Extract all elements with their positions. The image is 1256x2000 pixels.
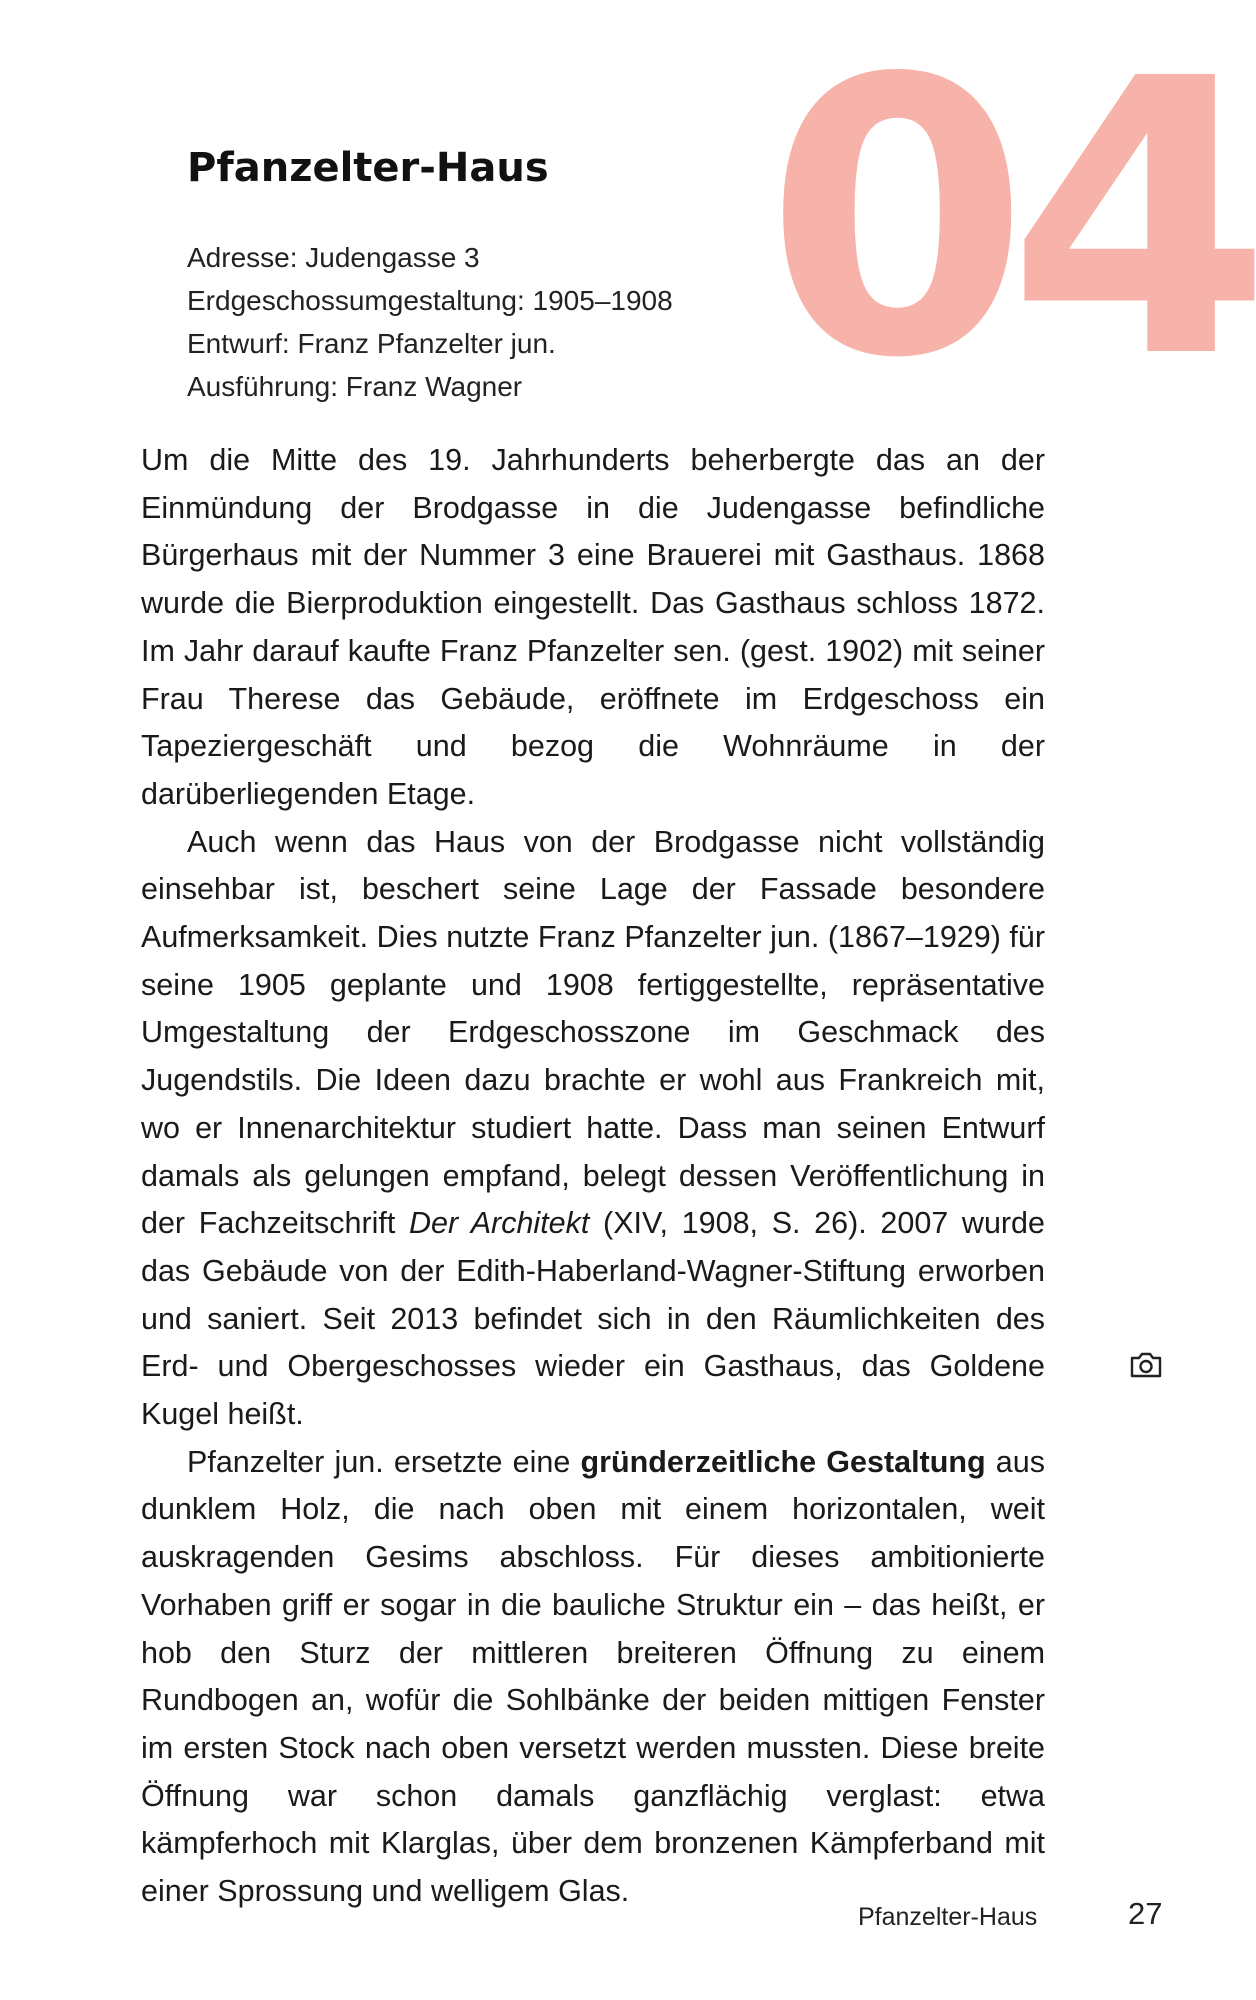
- paragraph-2: [141, 819, 1045, 1439]
- highlighted-term: gründerzeitliche Gestaltung: [580, 1444, 986, 1479]
- remodeling-date-line: Erdgeschossumgestaltung: 1905–1908: [187, 285, 673, 316]
- execution-line: Ausführung: Franz Wagner: [187, 371, 523, 402]
- camera-icon[interactable]: [1129, 1351, 1163, 1379]
- chapter-number: 04: [765, 0, 1250, 441]
- address-line: Adresse: Judengasse 3: [187, 242, 480, 273]
- paragraph-3: [141, 1439, 1045, 1916]
- running-title: Pfanzelter-Haus: [858, 1903, 1038, 1931]
- design-line: Entwurf: Franz Pfanzelter jun.: [187, 328, 556, 359]
- body-text: [141, 437, 1045, 1916]
- paragraph-3-text-a: Pfanzelter jun. ersetzte eine: [187, 1444, 581, 1479]
- paragraph-3-text-b: aus dunklem Holz, die nach oben mit einem horizontalen, weit auskragenden Gesims abschloss. Für dieses ambitionierte Vorhaben griff er sogar in die bauliche Struktur ein – das heißt, er hob den Sturz der mittleren breiteren Öffnung zu einem Rundbogen an, wofür die Sohlbänke der beiden mittigen Fenster im ersten Stock nach oben versetzt werden mussten. Diese breite Öffnung war schon damals ganzflächig verglast: etwa kämpferhoch mit Klarglas, über dem bronzenen Kämpferband mit einer Sprossung und welligem Glas.: [141, 1444, 1045, 1909]
- paragraph-1: Um die Mitte des 19. Jahrhunderts beherbergte das an der Einmündung der Brodgasse in die Judengasse befindliche Bürgerhaus mit der Nummer 3 eine Brauerei mit Gasthaus. 1868 wurde die Bierproduktion eingestellt. Das Gasthaus schloss 1872. Im Jahr darauf kaufte Franz Pfanzelter sen. (gest. 1902) mit seiner Frau Therese das Gebäude, eröffnete im Erdgeschoss ein Tapeziergeschäft und bezog die Wohnräume in der darüberliegenden Etage.: [141, 443, 1045, 811]
- page-title: Pfanzelter-Haus: [187, 145, 549, 191]
- page-number: 27: [1128, 1896, 1163, 1931]
- paragraph-2-text-a: Auch wenn das Haus von der Brodgasse nicht vollständig einsehbar ist, beschert seine Lage der Fassade besondere Aufmerksamkeit. Dies nutzte Franz Pfanzelter jun. (1867–1929) für seine 1905 geplante und 1908 fertiggestellte, repräsentative Umgestaltung der Erdgeschosszone im Geschmack des Jugendstils. Die Ideen dazu brachte er wohl aus Frankreich mit, wo er Innenarchitektur studiert hatte. Dass man seinen Entwurf damals als gelungen empfand, belegt dessen Veröffentlichung in der Fachzeitschrift: [141, 824, 1045, 1241]
- building-info: [187, 236, 673, 408]
- paragraph-2-text-b: (XIV, 1908, S. 26). 2007 wurde das Gebäude von der Edith-Haberland-Wagner-Stiftung erworben und saniert. Seit 2013 befindet sich in den Räumlichkeiten des Erd- und Obergeschosses wieder ein Gasthaus, das Goldene Kugel heißt.: [141, 1206, 1045, 1432]
- journal-title: Der Architekt: [409, 1206, 590, 1241]
